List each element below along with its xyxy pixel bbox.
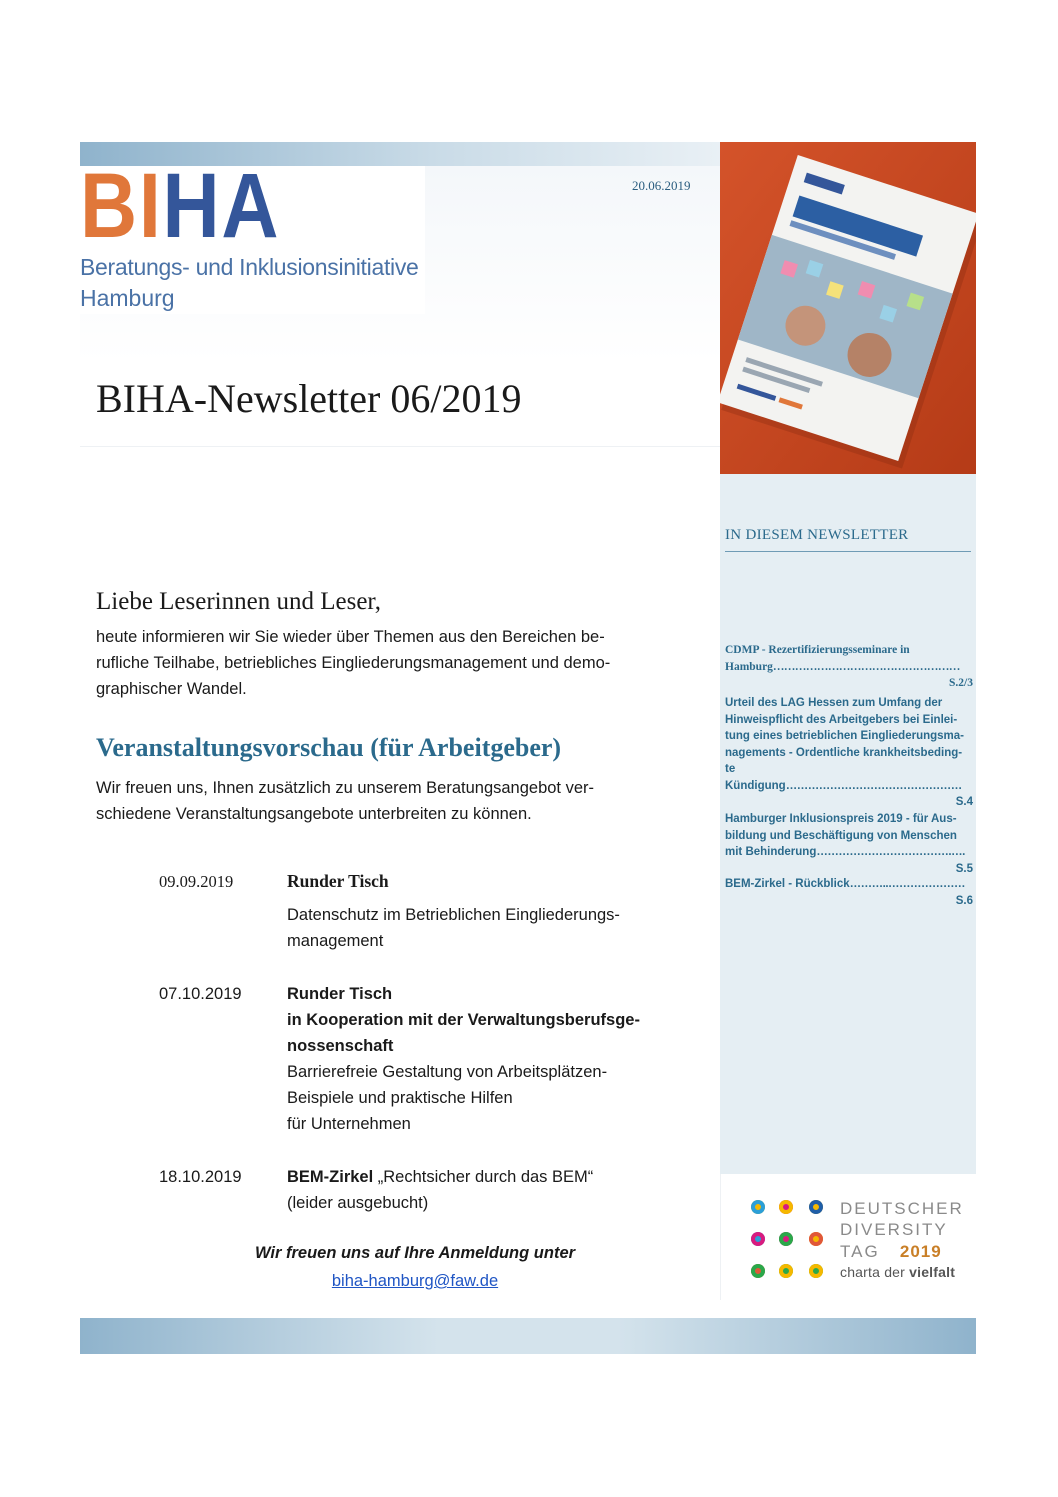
event-1-date: 09.09.2019 bbox=[159, 872, 234, 891]
footer-band bbox=[80, 1318, 976, 1354]
event-1-title: Runder Tisch bbox=[287, 871, 389, 891]
logo-tagline-2: Hamburg bbox=[80, 285, 175, 311]
diversity-line-3: TAG 2019 bbox=[840, 1242, 942, 1261]
toc-heading: IN DIESEM NEWSLETTER bbox=[725, 527, 909, 543]
diversity-dot bbox=[779, 1200, 793, 1214]
newsletter-date: 20.06.2019 bbox=[632, 178, 691, 193]
cta-text: Wir freuen uns auf Ihre Anmeldung unter bbox=[254, 1244, 576, 1262]
event-1: Runder Tisch Datenschutz im Betrieblichen Eingliederungs- management bbox=[287, 868, 620, 954]
event-3-date: 18.10.2019 bbox=[159, 1168, 242, 1186]
email-link[interactable]: biha-hamburg@faw.de bbox=[331, 1272, 499, 1290]
event-3-title: BEM-Zirkel bbox=[287, 1168, 374, 1186]
diversity-dot bbox=[809, 1200, 823, 1214]
event-3: BEM-Zirkel „Rechtsicher durch das BEM“ (leider ausgebucht) bbox=[287, 1168, 594, 1212]
section-paragraph: Wir freuen uns, Ihnen zusätzlich zu unserem Beratungsangebot ver- schiedene Veranstaltungsangebote unterbreiten zu können. bbox=[96, 779, 595, 823]
diversity-year: 2019 bbox=[899, 1242, 942, 1261]
diversity-line-4: charta der vielfalt bbox=[840, 1264, 956, 1280]
newsletter-title: BIHA-Newsletter 06/2019 bbox=[96, 376, 522, 421]
cta-email bbox=[0, 1272, 830, 1291]
event-2-date: 07.10.2019 bbox=[159, 985, 242, 1003]
logo-tagline-1: Beratungs- und Inklusionsinitiative bbox=[80, 254, 419, 280]
diversity-dot bbox=[751, 1200, 765, 1214]
intro-paragraph: heute informieren wir Sie wieder über Themen aus den Bereichen be- rufliche Teilhabe, betriebliches Eingliederungsmanagement und demo- graphischer Wandel. bbox=[96, 628, 611, 698]
toc-item-inklusionspreis[interactable]: Hamburger Inklusionspreis 2019 - für Aus- bildung und Beschäftigung von Menschen mit Behinderung……………………………….…. S.5 bbox=[725, 813, 973, 875]
diversity-line-2: DIVERSITY bbox=[840, 1220, 948, 1239]
toc-divider bbox=[725, 551, 971, 552]
event-2-title: Runder Tisch bbox=[287, 985, 393, 1003]
section-title: Veranstaltungsvorschau (für Arbeitgeber) bbox=[96, 733, 562, 762]
event-2: Runder Tisch in Kooperation mit der Verwaltungsberufsge- nossenschaft Barrierefreie Gestaltung von Arbeitsplätzen- Beispiele und praktische Hilfen für Unternehmen bbox=[287, 981, 640, 1137]
diversity-line-1: DEUTSCHER bbox=[840, 1199, 964, 1218]
toc-item-lag-hessen[interactable]: Urteil des LAG Hessen zum Umfang der Hinweispflicht des Arbeitgebers bei Einlei- tung eines betrieblichen Eingliederungsma- nagements - Ordentliche krankheitsbeding- te Kündigung………………………………………… S.4 bbox=[725, 697, 973, 808]
toc-item-cdmp[interactable]: CDMP - Rezertifizierungsseminare in Hamburg…………………………………………… S.2/3 bbox=[725, 644, 973, 689]
brochure-cover-image bbox=[720, 142, 976, 474]
toc-item-bem-zirkel[interactable]: BEM-Zirkel - Rückblick………..………………… S.6 bbox=[725, 878, 973, 907]
greeting: Liebe Leserinnen und Leser, bbox=[96, 588, 381, 615]
biha-logo: BIHA bbox=[80, 155, 281, 257]
